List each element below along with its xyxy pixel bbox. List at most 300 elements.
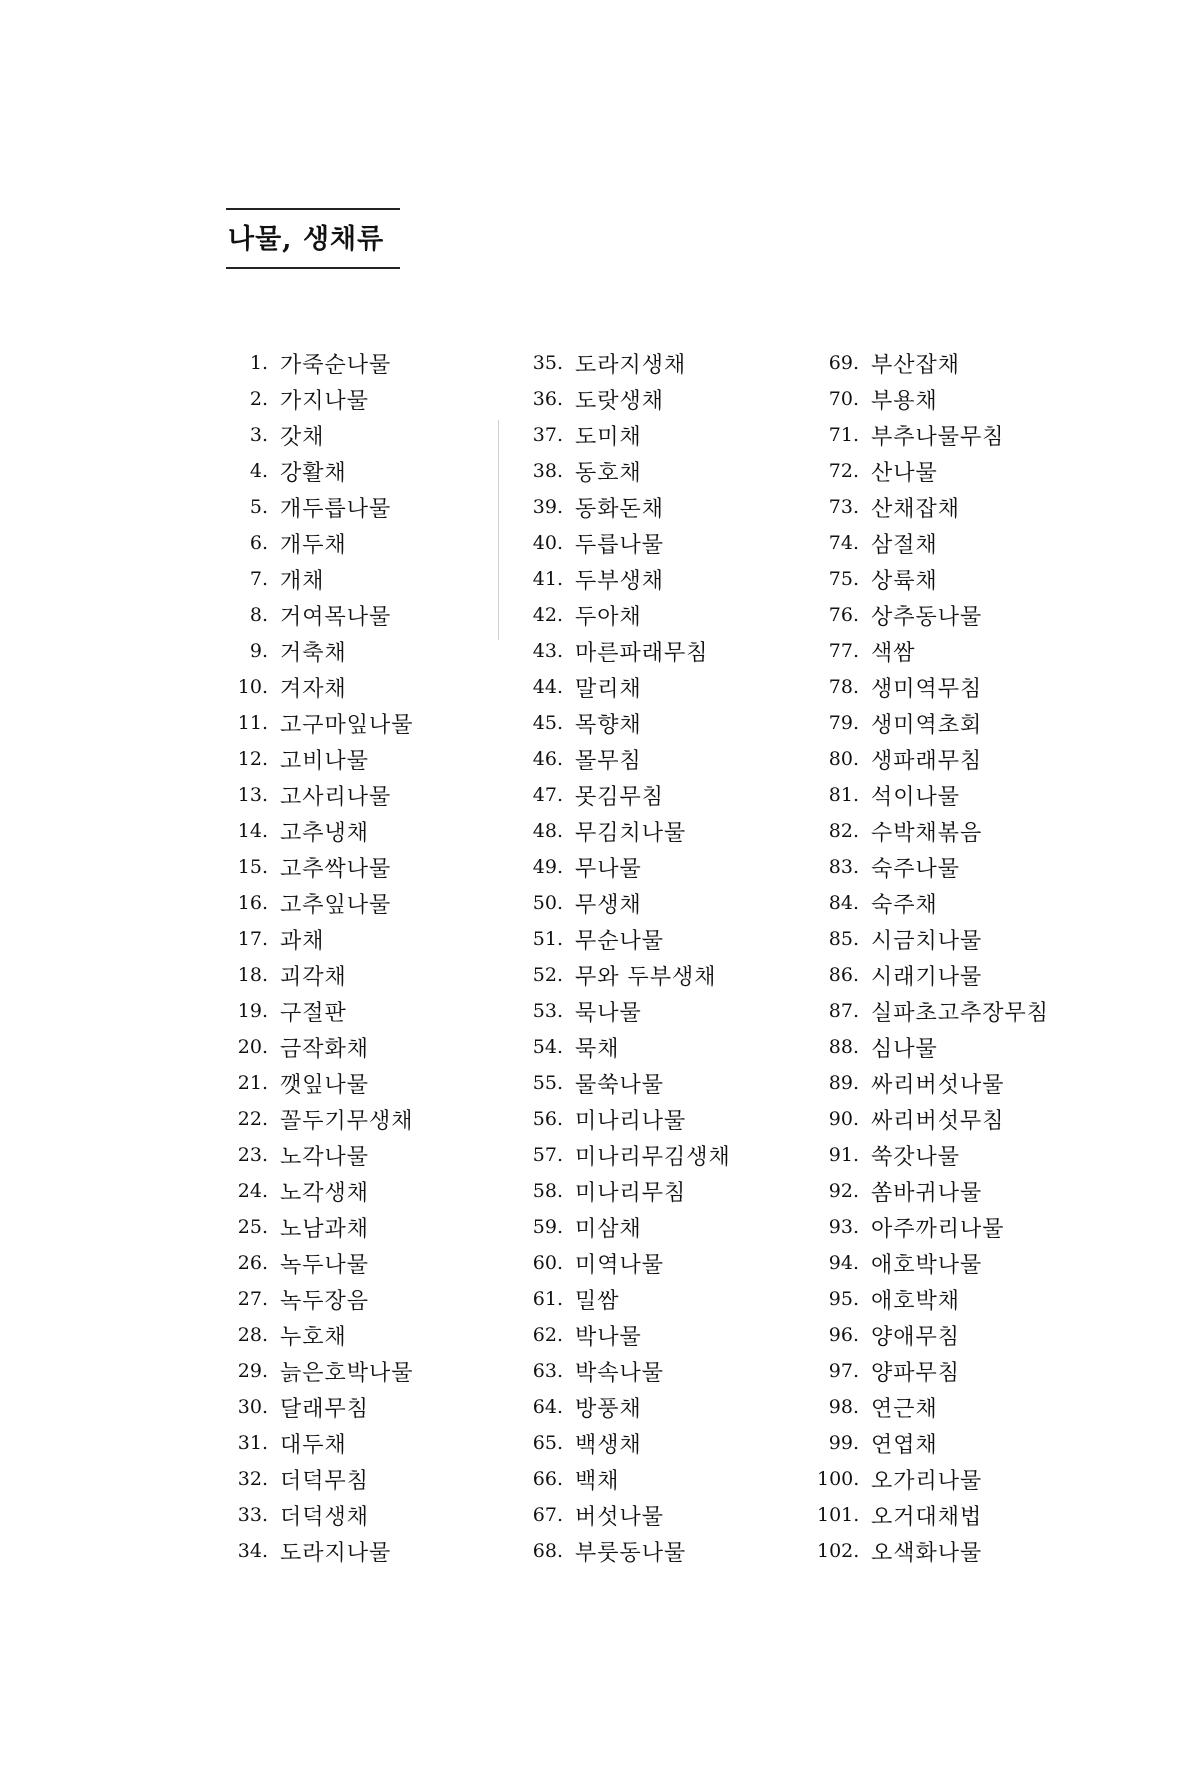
item-number: 77. [828,640,859,662]
list-item [521,561,731,597]
list-item [521,453,731,489]
item-number: 49. [532,856,563,878]
item-number: 32. [237,1468,268,1490]
item-name: 부용채 [871,388,938,414]
item-name: 도랏생채 [575,388,665,414]
list-column-1 [226,345,414,1569]
item-name: 미나리무침 [575,1180,687,1206]
item-number: 1. [249,352,268,374]
item-name: 밀쌈 [575,1288,620,1314]
list-item [817,525,1049,561]
item-name: 숙주채 [871,892,938,918]
list-item [817,1353,1049,1389]
item-name: 수박채볶음 [871,820,983,846]
item-name: 삼절채 [871,532,938,558]
list-item [817,777,1049,813]
list-item [817,741,1049,777]
item-number: 102. [817,1540,860,1562]
item-name: 묵나물 [575,1000,642,1026]
item-number: 14. [237,820,268,842]
list-item [521,669,731,705]
list-item [521,1353,731,1389]
list-item [226,525,414,561]
list-item [817,489,1049,525]
list-item [817,1389,1049,1425]
item-name: 갓채 [280,424,325,450]
item-number: 68. [532,1540,563,1562]
list-item [817,597,1049,633]
item-number: 22. [237,1108,268,1130]
item-name: 거여목나물 [280,604,392,630]
item-name: 방풍채 [575,1396,642,1422]
list-item [226,813,414,849]
item-number: 60. [532,1252,563,1274]
list-item [817,1137,1049,1173]
item-number: 52. [532,964,563,986]
item-name: 상륙채 [871,568,938,594]
item-number: 39. [532,496,563,518]
list-item [817,1173,1049,1209]
list-item [226,381,414,417]
item-number: 96. [828,1324,859,1346]
item-number: 101. [817,1504,860,1526]
item-name: 산채잡채 [871,496,961,522]
list-item [521,417,731,453]
item-name: 개두채 [280,532,347,558]
item-number: 53. [532,1000,563,1022]
recipe-list [0,345,1193,1585]
item-number: 57. [532,1144,563,1166]
item-number: 64. [532,1396,563,1418]
list-item [226,885,414,921]
item-name: 박나물 [575,1324,642,1350]
list-item [226,1497,414,1533]
list-item [226,705,414,741]
item-name: 무순나물 [575,928,665,954]
list-item [521,489,731,525]
item-name: 마른파래무침 [575,640,709,666]
item-number: 89. [828,1072,859,1094]
item-name: 구절판 [280,1000,347,1026]
item-number: 19. [237,1000,268,1022]
list-item [817,1209,1049,1245]
item-number: 46. [532,748,563,770]
item-name: 노각생채 [280,1180,370,1206]
item-number: 82. [828,820,859,842]
item-name: 두부생채 [575,568,665,594]
list-item [521,1389,731,1425]
list-item [226,1425,414,1461]
list-item [817,1245,1049,1281]
list-item [817,1497,1049,1533]
item-name: 노각나물 [280,1144,370,1170]
section-heading [226,208,400,269]
list-item [817,1533,1049,1569]
list-item [817,849,1049,885]
list-item [521,345,731,381]
list-item [226,417,414,453]
item-number: 33. [237,1504,268,1526]
item-number: 74. [828,532,859,554]
item-number: 90. [828,1108,859,1130]
item-number: 61. [532,1288,563,1310]
item-name: 고추잎나물 [280,892,392,918]
item-number: 45. [532,712,563,734]
item-name: 고추싹나물 [280,856,392,882]
list-item [521,525,731,561]
item-number: 100. [817,1468,860,1490]
list-item [226,1533,414,1569]
item-name: 더덕무침 [280,1468,370,1494]
list-item [226,1353,414,1389]
item-name: 부룻동나물 [575,1540,687,1566]
list-item [817,1317,1049,1353]
item-number: 11. [237,712,268,734]
list-item [521,921,731,957]
item-number: 59. [532,1216,563,1238]
item-number: 25. [237,1216,268,1238]
list-item [817,957,1049,993]
item-number: 50. [532,892,563,914]
item-name: 물쑥나물 [575,1072,665,1098]
item-number: 31. [237,1432,268,1454]
list-item [226,1317,414,1353]
item-name: 연근채 [871,1396,938,1422]
item-name: 도라지생채 [575,352,687,378]
item-name: 애호박채 [871,1288,961,1314]
item-number: 72. [828,460,859,482]
list-item [521,1533,731,1569]
item-name: 싸리버섯나물 [871,1072,1005,1098]
item-number: 34. [237,1540,268,1562]
list-item [226,453,414,489]
list-item [521,813,731,849]
list-item [226,1173,414,1209]
item-name: 깻잎나물 [280,1072,370,1098]
item-name: 늙은호박나물 [280,1360,414,1386]
item-name: 미나리무김생채 [575,1144,731,1170]
item-number: 93. [828,1216,859,1238]
item-name: 노남과채 [280,1216,370,1242]
item-name: 가죽순나물 [280,352,392,378]
item-number: 67. [532,1504,563,1526]
item-number: 30. [237,1396,268,1418]
list-item [521,1245,731,1281]
item-number: 58. [532,1180,563,1202]
item-name: 녹두장음 [280,1288,370,1314]
item-number: 21. [237,1072,268,1094]
item-number: 7. [249,568,268,590]
list-item [226,561,414,597]
item-number: 71. [828,424,859,446]
item-number: 29. [237,1360,268,1382]
item-number: 43. [532,640,563,662]
item-name: 고구마잎나물 [280,712,414,738]
item-name: 오가리나물 [871,1468,983,1494]
item-number: 15. [237,856,268,878]
item-name: 숙주나물 [871,856,961,882]
item-number: 80. [828,748,859,770]
item-name: 버섯나물 [575,1504,665,1530]
list-column-2 [521,345,731,1569]
item-name: 동화돈채 [575,496,665,522]
item-number: 44. [532,676,563,698]
list-item [226,1101,414,1137]
item-number: 4. [249,460,268,482]
item-name: 상추동나물 [871,604,983,630]
list-item [226,1245,414,1281]
list-item [226,921,414,957]
item-name: 백생채 [575,1432,642,1458]
list-item [521,1497,731,1533]
item-name: 무김치나물 [575,820,687,846]
item-number: 94. [828,1252,859,1274]
item-name: 도미채 [575,424,642,450]
item-number: 28. [237,1324,268,1346]
item-name: 가지나물 [280,388,370,414]
item-number: 47. [532,784,563,806]
item-name: 실파초고추장무침 [871,1000,1050,1026]
item-name: 강활채 [280,460,347,486]
item-number: 36. [532,388,563,410]
item-name: 과채 [280,928,325,954]
list-item [226,1065,414,1101]
list-item [521,705,731,741]
list-item [226,669,414,705]
item-name: 부추나물무침 [871,424,1005,450]
list-item [521,1425,731,1461]
item-name: 목향채 [575,712,642,738]
item-number: 62. [532,1324,563,1346]
item-number: 91. [828,1144,859,1166]
list-item [817,1461,1049,1497]
list-item [817,453,1049,489]
item-name: 누호채 [280,1324,347,1350]
item-number: 87. [828,1000,859,1022]
item-number: 88. [828,1036,859,1058]
heading-bottom-rule [226,267,400,269]
item-name: 박속나물 [575,1360,665,1386]
list-item [521,633,731,669]
page-title: 나물, 생채류 [228,224,385,255]
list-item [817,705,1049,741]
list-item [226,1137,414,1173]
item-name: 오거대채법 [871,1504,983,1530]
item-number: 56. [532,1108,563,1130]
item-number: 86. [828,964,859,986]
item-number: 95. [828,1288,859,1310]
item-name: 시금치나물 [871,928,983,954]
list-item [817,669,1049,705]
item-name: 생미역초회 [871,712,983,738]
item-number: 97. [828,1360,859,1382]
list-item [817,1281,1049,1317]
item-number: 42. [532,604,563,626]
list-item [521,885,731,921]
item-name: 괴각채 [280,964,347,990]
list-item [226,1209,414,1245]
item-number: 26. [237,1252,268,1274]
list-item [817,345,1049,381]
item-number: 92. [828,1180,859,1202]
item-number: 99. [828,1432,859,1454]
item-number: 66. [532,1468,563,1490]
item-name: 심나물 [871,1036,938,1062]
item-name: 못김무침 [575,784,665,810]
list-item [817,381,1049,417]
item-name: 생파래무침 [871,748,983,774]
item-number: 78. [828,676,859,698]
item-name: 꼴두기무생채 [280,1108,414,1134]
item-name: 아주까리나물 [871,1216,1005,1242]
item-number: 37. [532,424,563,446]
item-number: 81. [828,784,859,806]
list-item [521,1065,731,1101]
item-name: 양애무침 [871,1324,961,1350]
item-number: 70. [828,388,859,410]
list-item [817,813,1049,849]
item-number: 63. [532,1360,563,1382]
item-name: 두릅나물 [575,532,665,558]
list-item [226,1461,414,1497]
item-number: 12. [237,748,268,770]
item-name: 말리채 [575,676,642,702]
list-item [226,345,414,381]
item-name: 무와 두부생채 [575,964,717,990]
item-number: 17. [237,928,268,950]
item-number: 48. [532,820,563,842]
list-item [817,1425,1049,1461]
item-number: 3. [249,424,268,446]
list-item [521,777,731,813]
item-name: 달래무침 [280,1396,370,1422]
item-name: 더덕생채 [280,1504,370,1530]
list-item [226,597,414,633]
list-item [817,417,1049,453]
list-column-3 [817,345,1049,1569]
item-name: 도라지나물 [280,1540,392,1566]
list-item [226,741,414,777]
item-name: 묵채 [575,1036,620,1062]
item-number: 84. [828,892,859,914]
item-name: 녹두나물 [280,1252,370,1278]
list-item [226,1029,414,1065]
item-name: 생미역무침 [871,676,983,702]
item-number: 8. [249,604,268,626]
item-name: 싸리버섯무침 [871,1108,1005,1134]
list-item [521,1461,731,1497]
list-item [817,993,1049,1029]
item-number: 5. [249,496,268,518]
list-item [521,993,731,1029]
item-name: 대두채 [280,1432,347,1458]
item-name: 동호채 [575,460,642,486]
list-item [817,921,1049,957]
item-name: 금작화채 [280,1036,370,1062]
item-name: 오색화나물 [871,1540,983,1566]
item-number: 76. [828,604,859,626]
item-number: 65. [532,1432,563,1454]
item-name: 개두릅나물 [280,496,392,522]
item-number: 18. [237,964,268,986]
item-name: 쏨바귀나물 [871,1180,983,1206]
item-name: 고추냉채 [280,820,370,846]
item-number: 40. [532,532,563,554]
item-number: 10. [237,676,268,698]
item-name: 겨자채 [280,676,347,702]
item-name: 미역나물 [575,1252,665,1278]
item-name: 부산잡채 [871,352,961,378]
item-number: 54. [532,1036,563,1058]
item-number: 23. [237,1144,268,1166]
item-name: 애호박나물 [871,1252,983,1278]
list-item [817,1029,1049,1065]
list-item [521,1173,731,1209]
list-item [817,1065,1049,1101]
list-item [521,1137,731,1173]
list-item [521,1101,731,1137]
item-number: 9. [249,640,268,662]
list-item [226,957,414,993]
item-name: 석이나물 [871,784,961,810]
item-number: 6. [249,532,268,554]
item-number: 13. [237,784,268,806]
list-item [521,849,731,885]
item-name: 두아채 [575,604,642,630]
list-item [226,1389,414,1425]
list-item [226,633,414,669]
item-number: 16. [237,892,268,914]
item-name: 몰무침 [575,748,642,774]
item-number: 27. [237,1288,268,1310]
item-number: 85. [828,928,859,950]
item-number: 35. [532,352,563,374]
item-name: 연엽채 [871,1432,938,1458]
list-item [521,381,731,417]
list-item [817,1101,1049,1137]
list-item [521,597,731,633]
list-item [521,1029,731,1065]
item-name: 무나물 [575,856,642,882]
list-item [521,1209,731,1245]
item-name: 산나물 [871,460,938,486]
item-number: 75. [828,568,859,590]
list-item [226,993,414,1029]
item-name: 개채 [280,568,325,594]
list-item [817,561,1049,597]
item-name: 거축채 [280,640,347,666]
item-number: 20. [237,1036,268,1058]
item-number: 38. [532,460,563,482]
item-name: 무생채 [575,892,642,918]
list-item [817,885,1049,921]
item-number: 69. [828,352,859,374]
item-number: 73. [828,496,859,518]
list-item [226,849,414,885]
item-name: 색쌈 [871,640,916,666]
item-name: 미삼채 [575,1216,642,1242]
list-item [226,777,414,813]
list-item [521,957,731,993]
item-name: 고비나물 [280,748,370,774]
item-number: 41. [532,568,563,590]
item-name: 쑥갓나물 [871,1144,961,1170]
item-number: 79. [828,712,859,734]
item-number: 24. [237,1180,268,1202]
list-item [521,1317,731,1353]
item-name: 고사리나물 [280,784,392,810]
item-name: 시래기나물 [871,964,983,990]
